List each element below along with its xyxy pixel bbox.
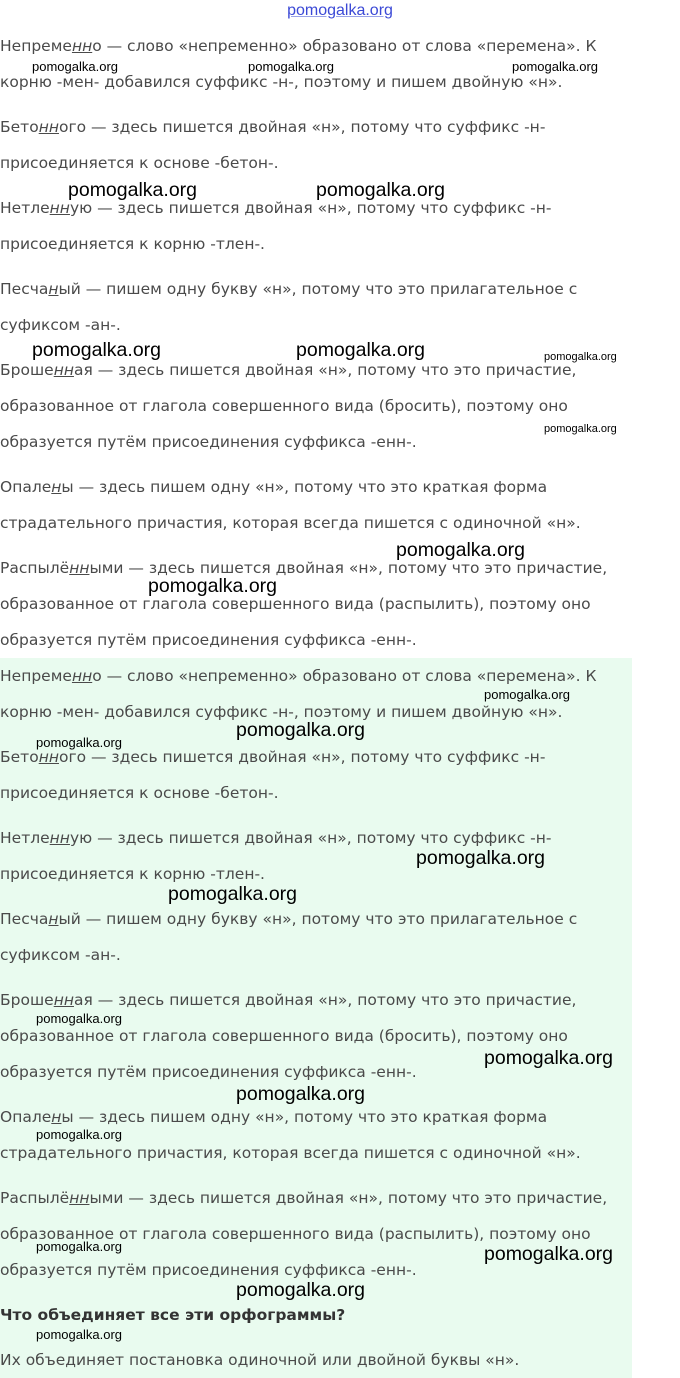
text-segment: Непреме xyxy=(0,667,72,685)
watermark: pomogalka.org xyxy=(396,539,525,561)
text-segment: присоединяется к корню -тлен-. xyxy=(0,865,265,883)
text-segment: Бето xyxy=(0,748,39,766)
highlighted-letters: н xyxy=(48,910,59,928)
paragraph-line xyxy=(0,901,640,937)
text-segment: ый — пишем одну букву «н», потому что это прилагательное с xyxy=(58,910,578,928)
watermark: pomogalka.org xyxy=(236,719,365,741)
text-segment: образуется путём присоединения суффикса -енн-. xyxy=(0,1261,417,1279)
highlighted-letters: нн xyxy=(53,361,74,379)
text-segment: Броше xyxy=(0,361,54,379)
highlighted-letters: нн xyxy=(69,1189,90,1207)
text-segment: образованное от глагола совершенного вида (бросить), поэтому оно xyxy=(0,397,568,415)
watermark: pomogalka.org xyxy=(36,1327,122,1342)
highlighted-letters: нн xyxy=(53,991,74,1009)
text-segment: о — слово «непременно» образовано от слова «перемена». К xyxy=(92,667,597,685)
watermark: pomogalka.org xyxy=(484,1243,613,1265)
watermark: pomogalka.org xyxy=(168,883,297,905)
watermark: pomogalka.org xyxy=(32,339,161,361)
text-segment: ы — здесь пишем одну «н», потому что это краткая форма xyxy=(61,1108,548,1126)
text-segment: ого — здесь пишется двойная «н», потому что суффикс -н- xyxy=(58,118,546,136)
text-segment: ую — здесь пишется двойная «н», потому что суффикс -н- xyxy=(69,829,552,847)
text-segment: Опале xyxy=(0,1108,52,1126)
paragraph-line xyxy=(0,505,640,541)
question-text: Что объединяет все эти орфограммы? xyxy=(0,1306,346,1324)
text-segment: Нетле xyxy=(0,829,50,847)
paragraph xyxy=(0,109,640,181)
text-segment: ыми — здесь пишется двойная «н», потому что это причастие, xyxy=(89,559,608,577)
highlighted-letters: н xyxy=(51,478,62,496)
paragraph-line xyxy=(0,307,640,343)
text-segment: страдательного причастия, которая всегда пишется с одиночной «н». xyxy=(0,1144,581,1162)
text-segment: страдательного причастия, которая всегда пишется с одиночной «н». xyxy=(0,514,581,532)
text-segment: присоединяется к корню -тлен-. xyxy=(0,235,265,253)
paragraph-line xyxy=(0,550,640,586)
paragraph xyxy=(0,1180,640,1288)
watermark: pomogalka.org xyxy=(484,1047,613,1069)
watermark: pomogalka.org xyxy=(484,687,570,702)
paragraph xyxy=(0,901,640,973)
paragraph-line xyxy=(0,271,640,307)
watermark: pomogalka.org xyxy=(36,1239,122,1254)
highlighted-letters: нн xyxy=(38,748,59,766)
text-segment: образованное от глагола совершенного вида (распылить), поэтому оно xyxy=(0,1225,591,1243)
text-segment: присоединяется к основе -бетон-. xyxy=(0,784,279,802)
text-segment: Броше xyxy=(0,991,54,1009)
text-segment: образуется путём присоединения суффикса -енн-. xyxy=(0,631,417,649)
paragraph xyxy=(0,469,640,541)
highlighted-letters: нн xyxy=(49,199,70,217)
text-segment: ую — здесь пишется двойная «н», потому что суффикс -н- xyxy=(69,199,552,217)
paragraph-line xyxy=(0,469,640,505)
text-segment: Бето xyxy=(0,118,39,136)
highlighted-letters: нн xyxy=(49,829,70,847)
text-segment: Распылё xyxy=(0,559,70,577)
text-segment: присоединяется к основе -бетон-. xyxy=(0,154,279,172)
text-segment: суфиксом -ан-. xyxy=(0,316,121,334)
watermark: pomogalka.org xyxy=(36,1127,122,1142)
text-segment: Опале xyxy=(0,478,52,496)
text-segment: Непреме xyxy=(0,37,72,55)
watermark: pomogalka.org xyxy=(416,847,545,869)
text-segment: образованное от глагола совершенного вида (бросить), поэтому оно xyxy=(0,1027,568,1045)
text-segment: ый — пишем одну букву «н», потому что это прилагательное с xyxy=(58,280,578,298)
watermark: pomogalka.org xyxy=(236,1083,365,1105)
text-segment: Распылё xyxy=(0,1189,70,1207)
highlighted-letters: н xyxy=(51,1108,62,1126)
highlighted-letters: нн xyxy=(38,118,59,136)
text-segment: ая — здесь пишется двойная «н», потому что это причастие, xyxy=(73,991,577,1009)
paragraph-line xyxy=(0,622,640,658)
watermark: pomogalka.org xyxy=(512,59,598,74)
watermark: pomogalka.org xyxy=(148,575,277,597)
paragraph xyxy=(0,550,640,658)
highlighted-letters: н xyxy=(48,280,59,298)
paragraph xyxy=(0,982,640,1090)
text-segment: суфиксом -ан-. xyxy=(0,946,121,964)
text-segment: корню -мен- добавился суффикс -н-, поэтому и пишем двойную «н». xyxy=(0,73,563,91)
paragraph-line xyxy=(0,388,640,424)
paragraph-line xyxy=(0,937,640,973)
watermark: pomogalka.org xyxy=(36,1011,122,1026)
watermark: pomogalka.org xyxy=(544,351,617,363)
text-segment: о — слово «непременно» образовано от слова «перемена». К xyxy=(92,37,597,55)
paragraph-line xyxy=(0,586,640,622)
watermark: pomogalka.org xyxy=(296,339,425,361)
text-segment: Нетле xyxy=(0,199,50,217)
watermark: pomogalka.org xyxy=(32,59,118,74)
text-segment: ая — здесь пишется двойная «н», потому что это причастие, xyxy=(73,361,577,379)
text-segment: ыми — здесь пишется двойная «н», потому что это причастие, xyxy=(89,1189,608,1207)
text-segment: ы — здесь пишем одну «н», потому что это краткая форма xyxy=(61,478,548,496)
text-segment: Песча xyxy=(0,910,49,928)
paragraph-line xyxy=(0,145,640,181)
site-logo-link[interactable]: pomogalka.org xyxy=(287,2,393,19)
text-segment: образуется путём присоединения суффикса -енн-. xyxy=(0,433,417,451)
text-segment: Песча xyxy=(0,280,49,298)
text-segment: образованное от глагола совершенного вида (распылить), поэтому оно xyxy=(0,595,591,613)
highlighted-letters: нн xyxy=(69,559,90,577)
watermark: pomogalka.org xyxy=(248,59,334,74)
watermark: pomogalka.org xyxy=(68,179,197,201)
answer-text: Их объединяет постановка одиночной или двойной буквы «н». xyxy=(0,1351,520,1369)
watermark: pomogalka.org xyxy=(316,179,445,201)
text-segment: образуется путём присоединения суффикса -енн-. xyxy=(0,1063,417,1081)
answer-paragraph xyxy=(0,1342,640,1378)
paragraph-line xyxy=(0,775,640,811)
watermark: pomogalka.org xyxy=(236,1279,365,1301)
highlighted-letters: нн xyxy=(71,667,93,685)
paragraph-line xyxy=(0,109,640,145)
watermark: pomogalka.org xyxy=(36,735,122,750)
text-segment: корню -мен- добавился суффикс -н-, поэтому и пишем двойную «н». xyxy=(0,703,563,721)
paragraph-line xyxy=(0,1180,640,1216)
paragraph xyxy=(0,271,640,343)
highlighted-letters: нн xyxy=(71,37,93,55)
paragraph xyxy=(0,352,640,460)
watermark: pomogalka.org xyxy=(544,423,617,435)
text-segment: ого — здесь пишется двойная «н», потому что суффикс -н- xyxy=(58,748,546,766)
paragraph-line xyxy=(0,226,640,262)
